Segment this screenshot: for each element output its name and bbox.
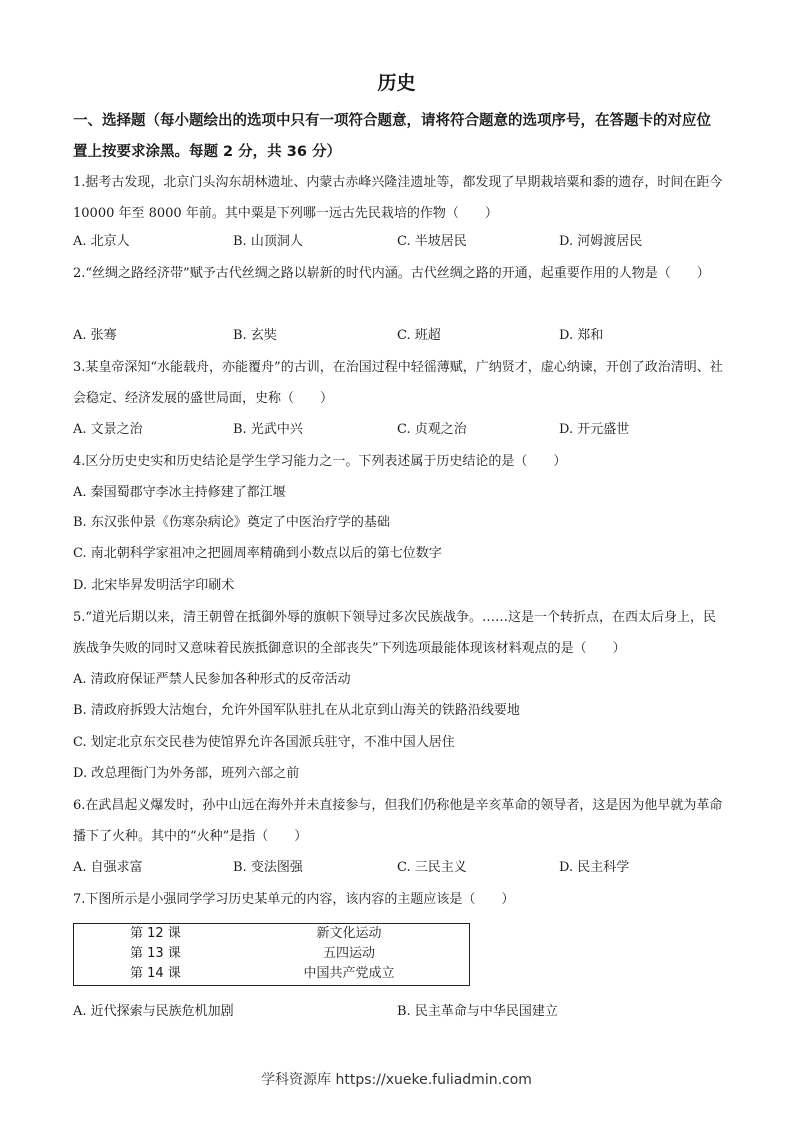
option-b: B. 变法图强 xyxy=(233,860,303,875)
option-a: A. 自强求富 xyxy=(73,860,143,875)
option-a: A. 近代探索与民族危机加剧 xyxy=(73,1004,234,1019)
lesson-number: 第 12 课 xyxy=(130,926,181,941)
question-5-option-b: B. 清政府拆毁大沽炮台，允许外国军队驻扎在从北京到山海关的铁路沿线要地 xyxy=(73,703,520,718)
question-2-stem: 2.“丝绸之路经济带”赋予古代丝绸之路以崭新的时代内涵。古代丝绸之路的开通，起重要作用的人物是（ ） xyxy=(73,266,710,281)
question-5-stem: 5.“道光后期以来，清王朝曾在抵御外辱的旗帜下领导过多次民族战争。……这是一个转折点，在西太后身上，民族战争失败的同时又意味着民族抵御意识的全部丧失”下列选项最能体现该材料观点的是（ ） xyxy=(73,610,717,656)
page-title: 历史 xyxy=(377,72,416,94)
question-4-stem: 4.区分历史史实和历史结论是学生学习能力之一。下列表述属于历史结论的是（ ） xyxy=(73,454,567,469)
option-d: D. 河姆渡居民 xyxy=(559,234,643,249)
option-c: C. 半坡居民 xyxy=(397,234,467,249)
option-d: D. 民主科学 xyxy=(559,860,630,875)
option-d: D. 开元盛世 xyxy=(559,422,630,437)
footer-watermark: 学科资源库 https://xueke.fuliadmin.com xyxy=(261,1072,532,1088)
unit-contents-table xyxy=(73,923,470,986)
option-b: B. 山顶洞人 xyxy=(233,234,303,249)
question-5-option-a: A. 清政府保证严禁人民参加各种形式的反帝活动 xyxy=(73,672,351,687)
lesson-topic: 新文化运动 xyxy=(316,926,382,941)
option-d: D. 郑和 xyxy=(559,328,604,343)
question-4-option-b: B. 东汉张仲景《伤寒杂病论》奠定了中医治疗学的基础 xyxy=(73,515,390,530)
question-4-option-d: D. 北宋毕昇发明活字印刷术 xyxy=(73,578,235,593)
question-7-stem: 7.下图所示是小强同学学习历史某单元的内容，该内容的主题应该是（ ） xyxy=(73,892,515,907)
lesson-number: 第 13 课 xyxy=(130,946,181,961)
option-b: B. 民主革命与中华民国建立 xyxy=(397,1004,558,1019)
table-row xyxy=(74,964,469,984)
option-c: C. 贞观之治 xyxy=(397,422,467,437)
question-6-stem: 6.在武昌起义爆发时，孙中山远在海外并未直接参与，但我们仍称他是辛亥革命的领导者，这是因为他早就为革命播下了火种。其中的“火种”是指（ ） xyxy=(73,798,723,844)
option-a: A. 张骞 xyxy=(73,328,117,343)
option-a: A. 北京人 xyxy=(73,234,130,249)
question-4-option-c: C. 南北朝科学家祖冲之把圆周率精确到小数点以后的第七位数字 xyxy=(73,546,442,561)
question-1-stem: 1.据考古发现，北京门头沟东胡林遗址、内蒙古赤峰兴隆洼遗址等，都发现了早期栽培粟和黍的遗存，时间在距今 10000 年至 8000 年前。其中粟是下列哪一远古先民栽培的作物（ ） xyxy=(73,175,723,221)
lesson-number: 第 14 课 xyxy=(130,966,181,981)
option-b: B. 玄奘 xyxy=(233,328,277,343)
option-c: C. 班超 xyxy=(397,328,441,343)
option-c: C. 三民主义 xyxy=(397,860,467,875)
question-5-option-c: C. 划定北京东交民巷为使馆界允许各国派兵驻守，不准中国人居住 xyxy=(73,735,455,750)
table-row xyxy=(74,924,469,944)
question-4-option-a: A. 秦国蜀郡守李冰主持修建了都江堰 xyxy=(73,485,286,500)
option-a: A. 文景之治 xyxy=(73,422,143,437)
option-b: B. 光武中兴 xyxy=(233,422,303,437)
lesson-topic: 五四运动 xyxy=(322,946,375,961)
section-heading: 一、选择题（每小题绘出的选项中只有一项符合题意，请将符合题意的选项序号，在答题卡的对应位置上按要求涂黑。每题 2 分，共 36 分） xyxy=(73,113,711,160)
question-3-stem: 3.某皇帝深知“水能载舟，亦能覆舟”的古训，在治国过程中轻徭薄赋，广纳贤才，虚心纳谏，开创了政治清明、社会稳定、经济发展的盛世局面，史称（ ） xyxy=(73,360,723,406)
lesson-topic: 中国共产党成立 xyxy=(303,966,395,981)
question-5-option-d: D. 改总理衙门为外务部，班列六部之前 xyxy=(73,766,300,781)
table-row xyxy=(74,944,469,964)
